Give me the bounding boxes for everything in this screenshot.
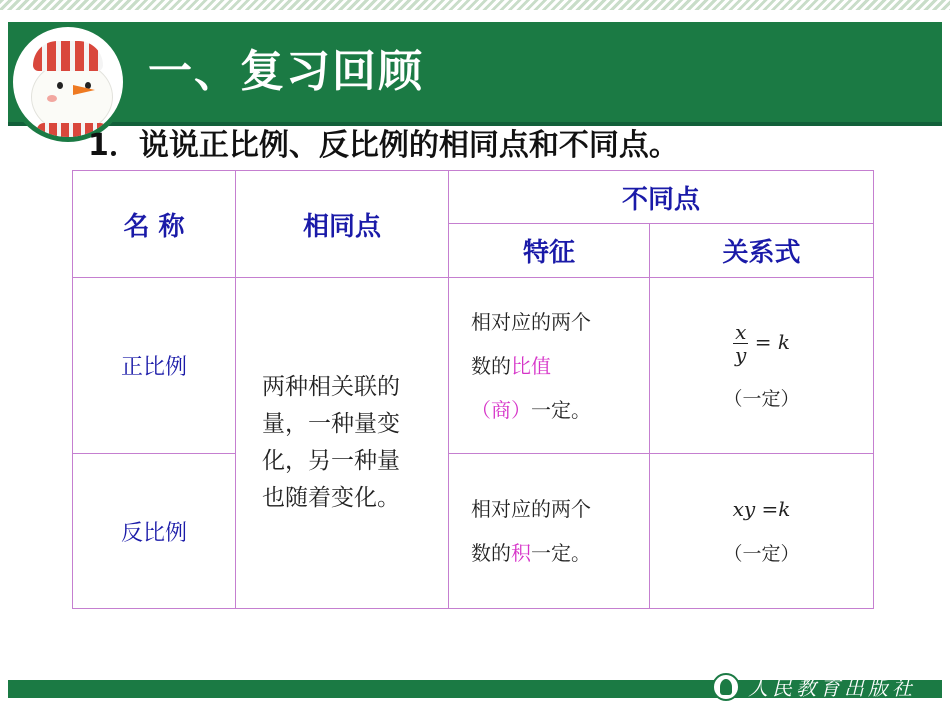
feature-highlight-quotient: （商） bbox=[471, 397, 531, 422]
publisher-name: 人民教育出版社 bbox=[748, 676, 916, 700]
header-same: 相同点 bbox=[236, 171, 449, 278]
feature-line: 相对应的两个 bbox=[471, 497, 591, 521]
feature-suffix: 一定。 bbox=[531, 397, 591, 422]
direct-formula bbox=[733, 319, 790, 367]
feature-highlight-product: 积 bbox=[511, 541, 531, 565]
same-point-text: 两种相关联的量，一种量变化，另一种量也随着变化。 bbox=[262, 374, 400, 511]
direct-note: （一定） bbox=[723, 387, 800, 410]
question-text: 1．说说正比例、反比例的相同点和不同点。 bbox=[88, 128, 679, 163]
row-inverse-relation bbox=[650, 454, 874, 609]
row-inverse-name: 反比例 bbox=[73, 454, 236, 609]
row-direct-relation bbox=[650, 278, 874, 454]
formula-fraction bbox=[733, 321, 748, 366]
publisher-logo-mark bbox=[720, 679, 732, 695]
header-relation: 关系式 bbox=[650, 224, 874, 278]
inverse-formula: xy =k bbox=[732, 496, 791, 521]
same-point-cell bbox=[236, 278, 449, 609]
comparison-table bbox=[72, 170, 874, 609]
header-diff: 不同点 bbox=[449, 171, 874, 224]
snowman-eye bbox=[57, 82, 63, 89]
inverse-note: （一定） bbox=[723, 542, 800, 565]
row-inverse-feature bbox=[449, 454, 650, 609]
publisher-logo-icon bbox=[712, 673, 740, 701]
snowman-nose bbox=[73, 85, 95, 95]
page-title: 一、复习回顾 bbox=[148, 46, 424, 97]
header-feature: 特征 bbox=[449, 224, 650, 278]
feature-highlight-ratio: 比值 bbox=[511, 353, 551, 378]
feature-prefix: 数的 bbox=[471, 541, 511, 565]
feature-line: 相对应的两个 bbox=[471, 309, 591, 334]
feature-suffix: 一定。 bbox=[531, 541, 591, 565]
formula-rest: = k bbox=[748, 329, 790, 354]
row-direct-feature bbox=[449, 278, 650, 454]
formula-denominator: y bbox=[735, 342, 747, 367]
snowman-cheek bbox=[47, 95, 57, 102]
snowman-hat bbox=[33, 41, 103, 71]
header-name: 名 称 bbox=[73, 171, 236, 278]
row-direct-name: 正比例 bbox=[73, 278, 236, 454]
formula-numerator: x bbox=[735, 319, 747, 344]
top-stripe bbox=[0, 0, 950, 10]
feature-prefix: 数的 bbox=[471, 353, 511, 378]
